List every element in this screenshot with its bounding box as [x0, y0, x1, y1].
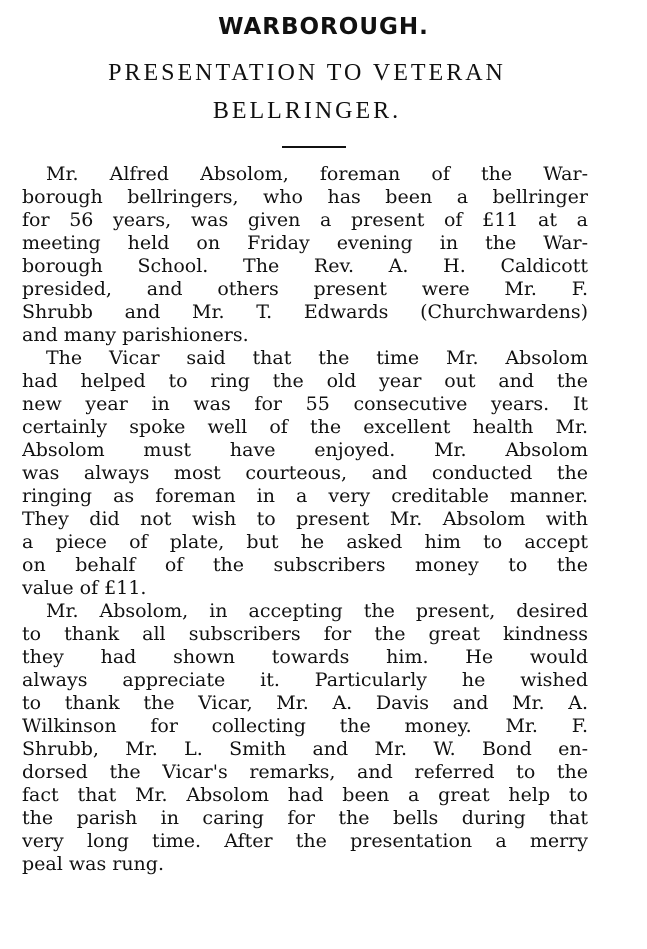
body-line: The Vicar said that the time Mr. Absolom — [46, 347, 588, 369]
headline-line-1: PRESENTATION TO VETERAN — [108, 60, 506, 86]
body-line: they had shown towards him. He would — [22, 646, 588, 668]
headline-line-2: BELLRINGER. — [212, 98, 402, 124]
body-line: ringing as foreman in a very creditable manner. — [22, 485, 588, 507]
dateline-place: WARBOROUGH. — [218, 14, 429, 40]
body-line: on behalf of the subscribers money to the — [22, 554, 588, 576]
body-line: They did not wish to present Mr. Absolom with — [22, 508, 588, 530]
body-line: meeting held on Friday evening in the War- — [22, 232, 588, 254]
body-line: peal was rung. — [22, 853, 164, 875]
body-line: borough School. The Rev. A. H. Caldicott — [22, 255, 588, 277]
body-line: value of £11. — [22, 577, 147, 599]
body-line: new year in was for 55 consecutive years. It — [22, 393, 588, 415]
body-line: had helped to ring the old year out and the — [22, 370, 588, 392]
body-line: to thank all subscribers for the great kindness — [22, 623, 588, 645]
body-line: certainly spoke well of the excellent health Mr. — [22, 416, 588, 438]
body-line: fact that Mr. Absolom had been a great help to — [22, 784, 588, 806]
body-line: always appreciate it. Particularly he wished — [22, 669, 588, 691]
body-line: dorsed the Vicar's remarks, and referred to the — [22, 761, 588, 783]
body-line: a piece of plate, but he asked him to accept — [22, 531, 588, 553]
body-line: was always most courteous, and conducted the — [22, 462, 588, 484]
body-line: Mr. Alfred Absolom, foreman of the War- — [46, 163, 588, 185]
body-line: to thank the Vicar, Mr. A. Davis and Mr. A. — [22, 692, 588, 714]
body-line: the parish in caring for the bells during that — [22, 807, 588, 829]
body-line: Wilkinson for collecting the money. Mr. F. — [22, 715, 588, 737]
body-line: presided, and others present were Mr. F. — [22, 278, 588, 300]
body-line: Shrubb, Mr. L. Smith and Mr. W. Bond en- — [22, 738, 588, 760]
body-line: for 56 years, was given a present of £11 at a — [22, 209, 588, 231]
body-line: and many parishioners. — [22, 324, 249, 346]
body-line: Absolom must have enjoyed. Mr. Absolom — [22, 439, 588, 461]
body-line: borough bellringers, who has been a bellringer — [22, 186, 588, 208]
body-line: Mr. Absolom, in accepting the present, desired — [46, 600, 588, 622]
body-line: very long time. After the presentation a merry — [22, 830, 588, 852]
divider-rule — [282, 146, 346, 148]
body-line: Shrubb and Mr. T. Edwards (Churchwardens) — [22, 301, 588, 323]
